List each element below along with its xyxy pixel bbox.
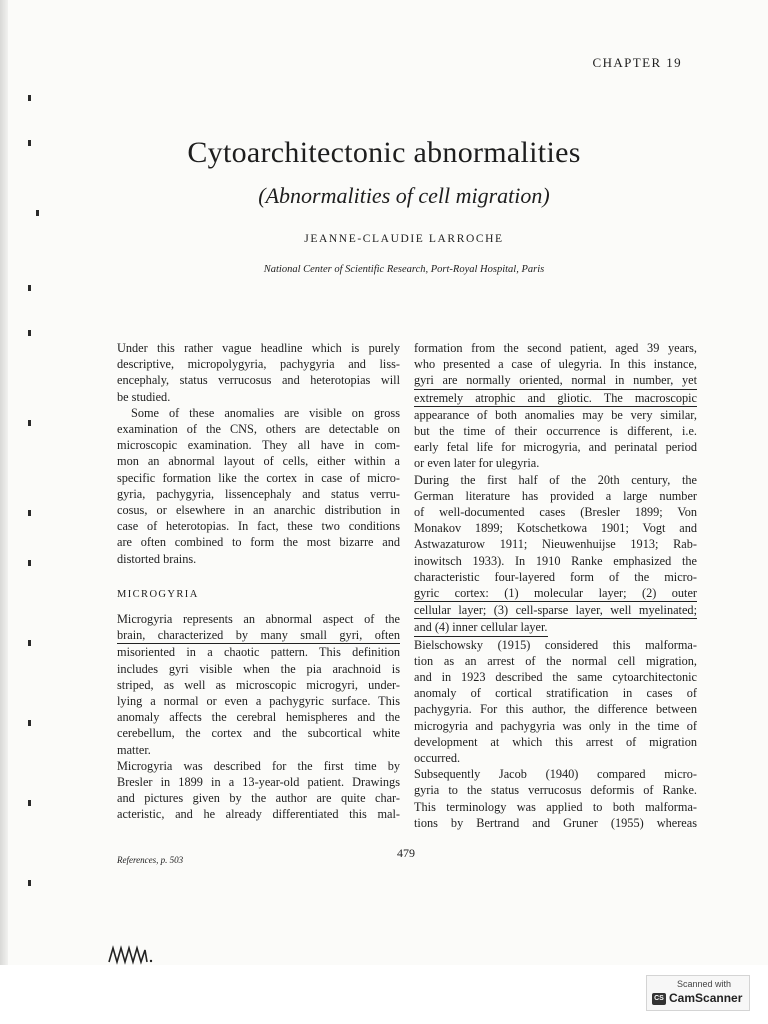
page-number: 479 <box>397 846 415 860</box>
margin-mark <box>28 720 31 726</box>
paragraph <box>117 421 400 567</box>
text-line: German literature has provided a large number <box>414 488 697 503</box>
margin-mark <box>28 800 31 806</box>
text-line: descriptive, micropolygyria, pachygyria and liss- <box>117 357 400 372</box>
text-line: formation from the second patient, aged 39 years, <box>414 341 697 355</box>
margin-mark <box>28 640 31 646</box>
text-line: cerebellum, the cortex and the subcortical white <box>117 726 400 741</box>
text-line: occurred. <box>414 751 461 766</box>
text-line: Bielschowsky (1915) considered this malforma- <box>414 637 697 652</box>
text-line: includes gyri visible when the pia arachnoid is <box>117 661 400 676</box>
intro-paragraph <box>117 340 400 405</box>
page-title: Cytoarchitectonic abnormalities <box>187 136 581 169</box>
text-line: misoriented in a chaotic pattern. This definition <box>117 645 400 660</box>
text-line: tions by Bertrand and Gruner (1955) whereas <box>414 815 697 830</box>
text-line: Subsequently Jacob (1940) compared micro- <box>414 767 697 782</box>
section-heading: MICROGYRIA <box>117 588 199 600</box>
text-line: are often combined to form the most bizarre and <box>117 535 400 550</box>
annotated-line: extremely atrophic and gliotic. The macroscopic <box>414 390 697 407</box>
text-line: be studied. <box>117 389 171 404</box>
text-line: Microgyria was described for the first time by <box>117 758 400 773</box>
text-line: case of heterotopias. In fact, these two conditions <box>117 519 400 534</box>
text-line: Some of these anomalies are visible on gross <box>131 405 400 420</box>
text-line: acteristic, and he already differentiated this mal- <box>117 807 400 822</box>
text-line: anomaly of cortical stratification in cases of <box>414 686 697 701</box>
text-line: pachygyria. For this author, the difference between <box>414 702 697 717</box>
text-line: development at which this arrest of migration <box>414 734 697 749</box>
text-line: This terminology was applied to both malforma- <box>414 799 697 814</box>
text-line: During the first half of the 20th century, the <box>414 472 697 487</box>
watermark-brand: CamScanner <box>669 991 743 1005</box>
text-line: striped, as well as microscopic microgyri, under- <box>117 677 400 692</box>
references-note: References, p. 503 <box>117 855 184 865</box>
paragraph <box>414 340 697 472</box>
text-line: microgyria and pachygyria was only in the time of <box>414 718 697 733</box>
left-column <box>117 340 400 823</box>
watermark-caption: Scanned with <box>677 979 732 989</box>
text-line: cosus, or elsewhere in an anarchic distribution in <box>117 503 400 518</box>
text-line: tion as an arrest of the normal cell migration, <box>414 653 697 668</box>
text-line: anomaly affects the cerebral hemispheres and the <box>117 710 400 725</box>
annotated-line: gyri are normally oriented, normal in number, yet <box>414 372 697 389</box>
camscanner-watermark <box>646 975 750 1011</box>
paragraph <box>117 405 400 421</box>
text-line: and in 1923 described the same cytoarchitectonic <box>414 670 697 685</box>
paragraph <box>117 758 400 823</box>
text-line: examination of the CNS, others are detectable on <box>117 422 400 437</box>
margin-mark <box>28 330 31 336</box>
text-line: distorted brains. <box>117 551 197 566</box>
text-line: matter. <box>117 742 151 757</box>
text-line: inowitsch 1933). In 1910 Ranke emphasized the <box>414 553 697 568</box>
margin-mark <box>28 560 31 566</box>
margin-mark <box>28 95 31 101</box>
text-line: Monakov 1899; Kotschetkowa 1901; Vogt and <box>414 521 697 536</box>
margin-mark <box>36 210 39 216</box>
margin-mark <box>28 285 31 291</box>
text-line: Microgyria represents an abnormal aspect of the <box>117 612 400 627</box>
margin-mark <box>28 510 31 516</box>
margin-mark <box>28 880 31 886</box>
text-line: lying a normal or even a pachygyric surface. This <box>117 694 400 709</box>
text-line: of well-documented cases (Bresler 1899; Von <box>414 505 697 520</box>
text-line: characteristic four-layered form of the micro- <box>414 569 697 584</box>
paragraph <box>414 472 697 637</box>
text-line: mon an abnormal layout of cells, either within a <box>117 454 400 469</box>
author-name: JEANNE-CLAUDIE LARROCHE <box>304 233 504 245</box>
paragraph <box>117 611 400 758</box>
annotated-line: brain, characterized by many small gyri, often <box>117 627 400 644</box>
text-line: Bresler in 1899 in a 13-year-old patient. Drawings <box>117 775 400 790</box>
text-line: appearance of both anomalies may be very similar, <box>414 407 697 422</box>
text-line: Astwazaturow 1911; Nieuwenhuijse 1913; Rab- <box>414 537 697 552</box>
camscanner-logo-icon: CS <box>652 993 666 1005</box>
margin-mark <box>28 420 31 426</box>
text-line: Under this rather vague headline which is purely <box>117 341 400 355</box>
annotated-line: cellular layer; (3) cell-sparse layer, well myelinated; <box>414 602 697 619</box>
handwritten-mark-icon <box>107 944 157 966</box>
text-line: microscopic examination. They all have in com- <box>117 438 400 453</box>
annotated-line: and (4) inner cellular layer. <box>414 619 548 636</box>
paragraph <box>414 766 697 831</box>
author-affiliation: National Center of Scientific Research, Port-Royal Hospital, Paris <box>263 264 545 275</box>
text-line: specific formation like the cortex in case of micro- <box>117 470 400 485</box>
annotated-line: gyric cortex: (1) molecular layer; (2) outer <box>414 585 697 602</box>
page-subtitle: (Abnormalities of cell migration) <box>258 183 550 208</box>
text-line: or even later for ulegyria. <box>414 456 540 471</box>
text-line: gyria, pachygyria, lissencephaly and status verru- <box>117 486 400 501</box>
chapter-label: CHAPTER 19 <box>592 55 682 70</box>
text-line: early fetal life for microgyria, and perinatal period <box>414 440 697 455</box>
right-column <box>414 340 697 831</box>
text-line: encephaly, status verrucosus and heterotopias will <box>117 373 400 388</box>
text-line: gyria to the status verrucosus deformis of Ranke. <box>414 783 697 798</box>
text-line: and pictures given by the author are quite char- <box>117 791 400 806</box>
paragraph <box>414 637 697 767</box>
text-line: but the time of their occurrence is different, i.e. <box>414 424 697 439</box>
text-line: who presented a case of ulegyria. In this instance, <box>414 357 697 372</box>
